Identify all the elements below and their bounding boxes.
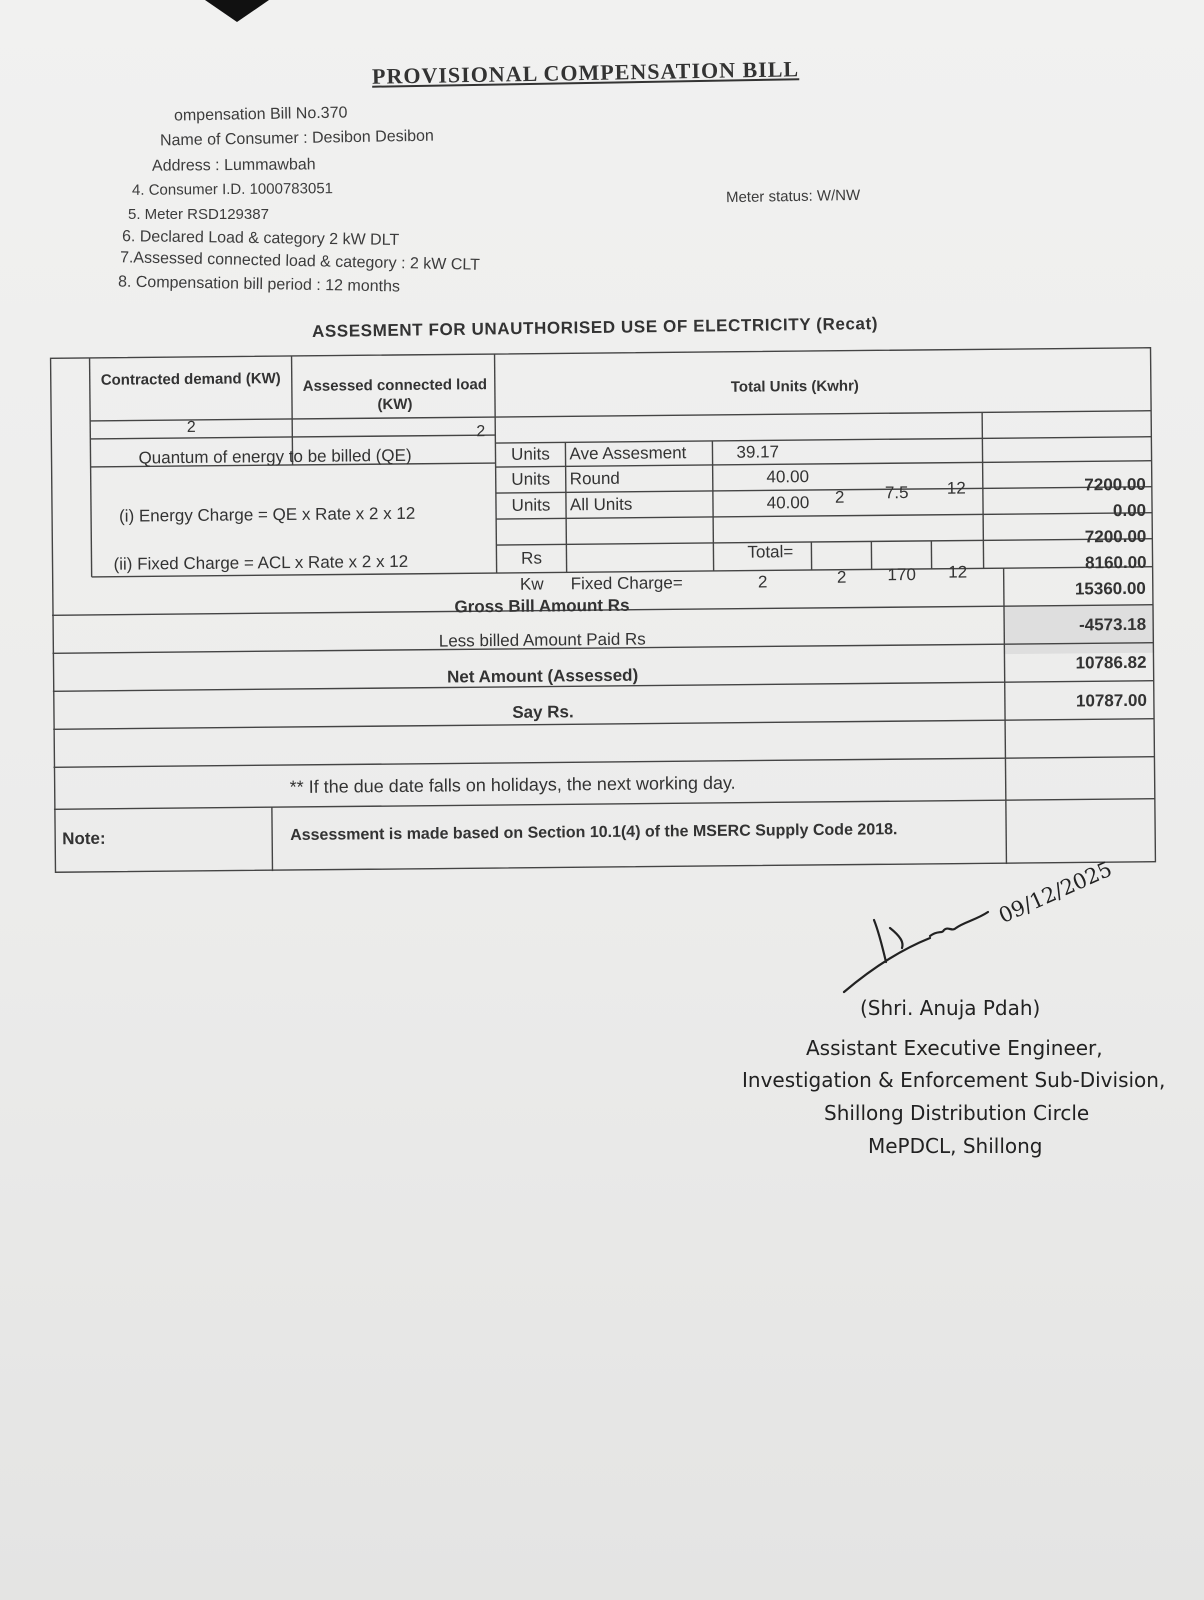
net-value: 10786.82 (1075, 652, 1147, 673)
fixed-row-rate: 170 (887, 564, 916, 585)
row1-unit: Units (511, 444, 550, 464)
assessment-table (50, 347, 1157, 874)
row3-rate: 7.5 (884, 483, 909, 503)
signatory-circle: Shillong Distribution Circle (824, 1101, 1090, 1125)
row2-value: 40.00 (766, 467, 810, 487)
consumer-address: Address : Lummawbah (151, 156, 316, 175)
contracted-demand-value: 2 (186, 418, 196, 436)
fixed-row-unit: Kw (519, 574, 544, 594)
folded-corner (205, 0, 269, 22)
handwritten-signature (830, 890, 1150, 1000)
qe-label: Quantum of energy to be billed (QE) (138, 445, 412, 468)
signatory-name: (Shri. Anuja Pdah) (860, 996, 1041, 1020)
row3-unit: Units (511, 495, 551, 515)
assessment-heading: ASSESMENT FOR UNAUTHORISED USE OF ELECTRICITY (Recat) (311, 314, 879, 341)
fixed-row-label: Fixed Charge= (570, 573, 683, 594)
consumer-name: Name of Consumer : Desibon Desibon (159, 127, 435, 150)
row1-value: 39.17 (736, 442, 780, 462)
gross-label: Gross Bill Amount Rs (454, 595, 630, 617)
signatory-designation: Assistant Executive Engineer, (806, 1036, 1103, 1060)
row2-amount: 7200.00 (1084, 474, 1146, 495)
row2-desc: Round (569, 468, 620, 489)
document-title: PROVISIONAL COMPENSATION BILL (371, 56, 800, 89)
fixed-row-load: 2 (757, 572, 768, 592)
row3-amount: 0.00 (1112, 500, 1147, 521)
assessed-load: 7.Assessed connected load & category : 2 kW CLT (119, 249, 481, 274)
signature-date: 09/12/2025 (995, 856, 1116, 928)
total-label: Total= (747, 542, 794, 562)
bill-number: ompensation Bill No.370 (173, 104, 348, 125)
fixed-charge-amount: 8160.00 (1085, 552, 1147, 573)
row3-months: 2 (834, 487, 845, 507)
note-text: Assessment is made based on Section 10.1(4) of the MSERC Supply Code 2018. (290, 821, 898, 845)
row2-unit: Units (511, 469, 551, 489)
total-amount: 7200.00 (1084, 526, 1147, 547)
say-value: 10787.00 (1075, 690, 1147, 711)
fixed-row-factor: 12 (948, 562, 968, 582)
total-row-unit: Rs (521, 548, 542, 568)
net-label: Net Amount (Assessed) (446, 665, 639, 687)
energy-charge-label: (i) Energy Charge = QE x Rate x 2 x 12 (118, 503, 416, 526)
col-contracted-demand: Contracted demand (KW) (100, 370, 281, 389)
meter-number: 5. Meter RSD129387 (128, 206, 269, 223)
gross-value: 15360.00 (1074, 578, 1146, 599)
meter-status: Meter status: W/NW (725, 186, 861, 207)
row3-value: 40.00 (766, 493, 810, 513)
row1-desc: Ave Assesment (569, 443, 687, 464)
bill-period: 8. Compensation bill period : 12 months (117, 273, 401, 296)
fixed-row-months: 2 (836, 567, 847, 587)
signatory-division: Investigation & Enforcement Sub-Division, (742, 1068, 1166, 1092)
col-total-units: Total Units (Kwhr) (730, 377, 859, 396)
less-value: -4573.18 (1078, 614, 1147, 635)
note-label: Note: (62, 828, 106, 849)
declared-load: 6. Declared Load & category 2 kW DLT (121, 228, 400, 249)
col-assessed-load: Assessed connected load (KW) (302, 376, 488, 414)
row3-factor: 12 (946, 478, 966, 498)
row3-desc: All Units (569, 494, 633, 515)
less-label: Less billed Amount Paid Rs (438, 629, 646, 651)
assessed-load-value: 2 (476, 423, 486, 441)
fixed-charge-label: (ii) Fixed Charge = ACL x Rate x 2 x 12 (113, 551, 409, 574)
consumer-id: 4. Consumer I.D. 1000783051 (131, 180, 334, 199)
due-date-note: ** If the due date falls on holidays, the next working day. (289, 772, 736, 798)
signatory-org: MePDCL, Shillong (868, 1134, 1043, 1158)
say-label: Say Rs. (512, 702, 574, 722)
